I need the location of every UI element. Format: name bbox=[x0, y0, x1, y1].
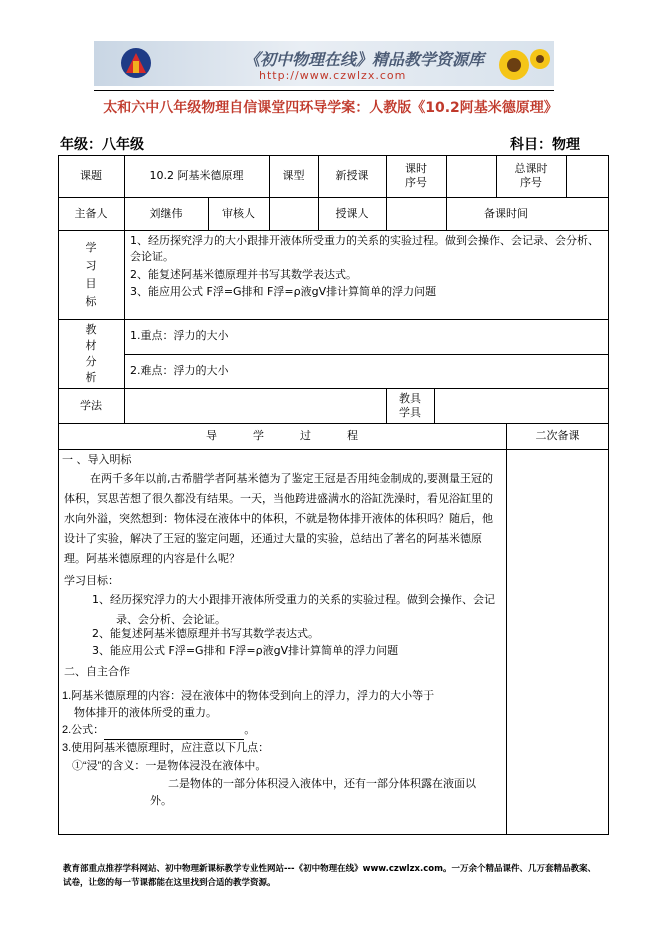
analysis-label-char: 教 bbox=[85, 322, 97, 336]
header-rule bbox=[94, 90, 554, 91]
banner-title: 《初中物理在线》精品教学资源库 bbox=[244, 50, 485, 69]
topic-value: 10.2 阿基米德原理 bbox=[149, 169, 244, 182]
period-label-line2: 序号 bbox=[405, 176, 427, 189]
preparer-label: 主备人 bbox=[74, 206, 108, 220]
goals-label-char: 目 bbox=[85, 276, 97, 290]
col-divider bbox=[386, 197, 387, 230]
prep-time-label: 备课时间 bbox=[484, 206, 528, 220]
analysis-label-char: 析 bbox=[85, 370, 97, 384]
row-divider bbox=[58, 449, 609, 450]
grade-label: 年级：八年级 bbox=[60, 137, 144, 153]
col-divider bbox=[269, 197, 270, 230]
total-label-line2: 序号 bbox=[520, 176, 542, 189]
period-label-line1: 课时 bbox=[405, 162, 427, 175]
analysis-label-char: 分 bbox=[85, 354, 97, 368]
col-divider bbox=[566, 155, 567, 197]
type-value: 新授课 bbox=[335, 169, 369, 182]
col-divider bbox=[434, 388, 435, 423]
question-3-b: 二是物体的一部分体积浸入液体中，还有一部分体积露在液面以 bbox=[168, 778, 476, 790]
intro-paragraph: 在两千多年以前,古希腊学者阿基米德为了鉴定王冠是否用纯金制成的,要测量王冠的体积，冥思苦想了很久都没有结果。一天，当他跨进盛满水的浴缸洗澡时，看见浴缸里的水向外溢，突然想到：物体浸在液体中的体积，不就是物体排开液体的体积吗？随后，他设计了实验，解决了王冠的鉴定问题，还通过大量的实验，总结出了著名的阿基米德原理。阿基米德原理的内容是什么呢？ bbox=[64, 472, 493, 565]
second-prep-label: 二次备课 bbox=[535, 429, 580, 442]
content-goal-1: 1、经历探究浮力的大小跟排开液体所受重力的关系的实验过程。做到会操作、会记录、会分析、会论证。 bbox=[92, 593, 495, 626]
content-goal-2: 2、能复述阿基米德原理并书写其数学表达式。 bbox=[92, 627, 319, 640]
row-divider bbox=[58, 319, 609, 320]
tools-label-line2: 学具 bbox=[399, 405, 421, 419]
key-point: 1.重点：浮力的大小 bbox=[130, 329, 229, 342]
process-header-char: 学 bbox=[253, 429, 264, 442]
goals-label-char: 学 bbox=[85, 240, 97, 254]
tools-label-line1: 教具 bbox=[399, 391, 421, 405]
question-3: 3.使用阿基米德原理时，应注意以下几点： bbox=[62, 742, 270, 754]
analysis-label-char: 材 bbox=[85, 338, 97, 352]
subject-label: 科目：物理 bbox=[510, 137, 580, 153]
document-title: 太和六中八年级物理自信课堂四环导学案：人教版《10.2阿基米德原理》 bbox=[103, 100, 558, 116]
header-banner bbox=[94, 41, 554, 86]
row-divider bbox=[58, 230, 609, 231]
sunflower-icon bbox=[492, 45, 552, 85]
analysis-label bbox=[58, 319, 124, 388]
section2-title: 二、自主合作 bbox=[64, 665, 130, 678]
goal-item: 3、能应用公式 F浮=G排和 F浮=ρ液gV排计算简单的浮力问题 bbox=[130, 285, 437, 298]
difficulty-point: 2.难点：浮力的大小 bbox=[130, 364, 229, 377]
goals-label-char: 标 bbox=[85, 294, 97, 308]
question-2 bbox=[62, 720, 255, 740]
page-footer: 教育部重点推荐学科网站、初中物理新课标教学专业性网站---《初中物理在线》www.czwlzx.com。一万余个精品课件、几万套精品教案、试卷，让您的每一节课都能在这里找到合适的教学资源。 bbox=[63, 864, 596, 888]
col-divider bbox=[446, 155, 447, 197]
topic-label: 课题 bbox=[80, 169, 102, 182]
process-header-char: 过 bbox=[300, 429, 311, 442]
logo-icon bbox=[120, 47, 152, 79]
total-period-label bbox=[496, 155, 566, 197]
tools-label bbox=[386, 388, 434, 423]
question-3-c: 外。 bbox=[150, 795, 172, 807]
row-divider bbox=[124, 354, 609, 355]
type-label: 课型 bbox=[282, 169, 305, 182]
banner-url: http://www.czwlzx.com bbox=[259, 69, 407, 82]
goal-item: 1、经历探究浮力的大小跟排开液体所受重力的关系的实验过程。做到会操作、会记录、会分析、会论证。 bbox=[130, 234, 599, 263]
period-label bbox=[386, 155, 446, 197]
content-goal-3: 3、能应用公式 F浮=G排和 F浮=ρ液gV排计算简单的浮力问题 bbox=[92, 644, 399, 657]
teacher-label: 授课人 bbox=[335, 206, 369, 220]
total-label-line1: 总课时 bbox=[514, 162, 548, 175]
col-divider bbox=[506, 423, 507, 835]
process-header bbox=[58, 423, 506, 449]
reviewer-label: 审核人 bbox=[222, 206, 255, 220]
method-label: 学法 bbox=[80, 398, 102, 412]
goals-title: 学习目标： bbox=[64, 574, 119, 587]
process-header-char: 程 bbox=[347, 429, 358, 442]
goals-label-char: 习 bbox=[85, 258, 97, 272]
question-2-end: 。 bbox=[244, 724, 256, 736]
question-3-a: ①“浸”的含义：一是物体浸没在液体中。 bbox=[72, 760, 267, 772]
question-1-cont: 物体排开的液体所受的重力。 bbox=[74, 707, 217, 719]
col-divider bbox=[124, 230, 125, 423]
process-header-char: 导 bbox=[206, 429, 217, 442]
section1-title: 一 、导入明标 bbox=[62, 453, 132, 466]
goals-label bbox=[58, 230, 124, 319]
row-divider bbox=[58, 388, 609, 389]
question-1: 1.阿基米德原理的内容：浸在液体中的物体受到向上的浮力，浮力的大小等于 bbox=[62, 690, 435, 702]
question-2-label: 2.公式： bbox=[62, 724, 105, 736]
preparer-value: 刘继伟 bbox=[149, 206, 183, 220]
goal-item: 2、能复述阿基米德原理并书写其数学表达式。 bbox=[130, 268, 357, 281]
